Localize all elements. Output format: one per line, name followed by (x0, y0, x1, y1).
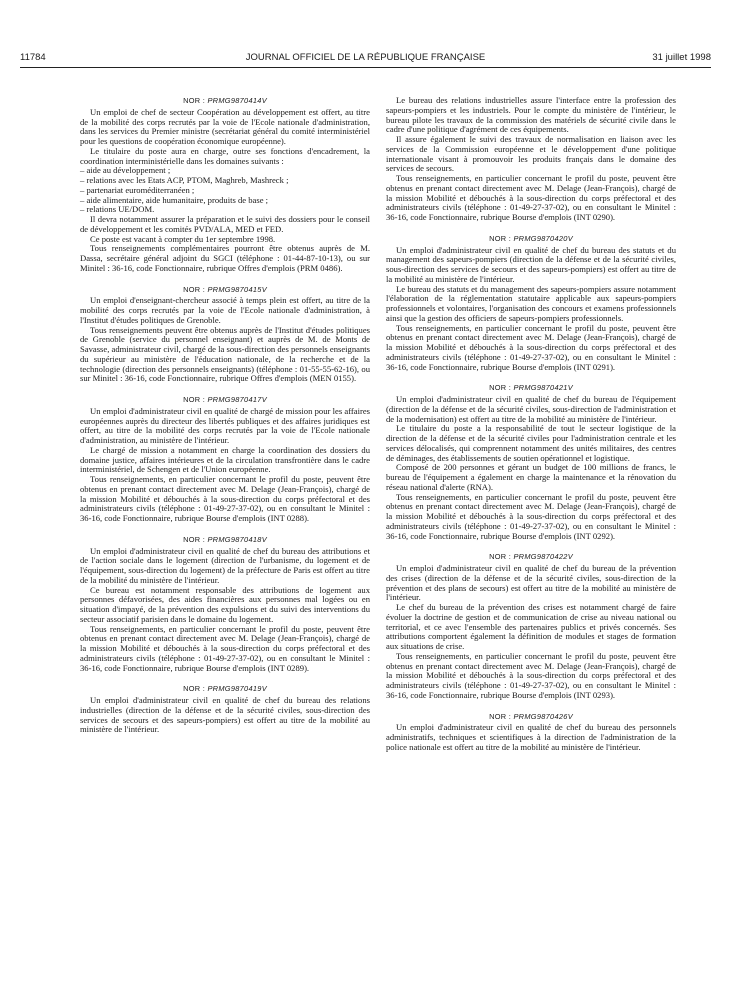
notice-continuation (386, 96, 676, 223)
notice-paragraph: Ce bureau est notamment responsable des attributions de logement aux personnes défavorisées, des aides financières aux personnes mal logées ou en situation d'impayé, de la prévention des expulsions et du suivi des interventions du secteur associatif parisien dans le domaine du logement. (80, 584, 370, 624)
notice-paragraph: Il devra notamment assurer la préparation et le suivi des dossiers pour le conseil de développement et les comités PVD/ALA, MED et FED. (80, 214, 370, 234)
list-item: – relations avec les Etats ACP, PTOM, Maghreb, Mashreck ; (80, 176, 370, 186)
nor-code: PRMG9870414V (207, 96, 267, 105)
notice-paragraph: Un emploi d'administrateur civil en qualité de chef du bureau des attributions et de l'action sociale dans le logement (direction de l'urbanisme, du logement et de l'équipement, sous-direction du logement) de la préfecture de Paris est offert au titre de la mobilité du ministère de l'intérieur. (80, 545, 370, 585)
nor-heading: NOR : PRMG9870417V (183, 395, 267, 404)
nor-code: PRMG9870417V (207, 395, 267, 404)
nor-code: PRMG9870426V (513, 711, 573, 721)
notice-paragraph: Un emploi d'administrateur civil en qualité de chef du bureau de la prévention des crises (direction de la défense et de la sécurité civiles, sous-direction de la prévention et des plans de secours) est offert au titre de la mobilité au ministère de l'intérieur. (386, 563, 676, 603)
notice-paragraph: Un emploi d'enseignant-chercheur associé à temps plein est offert, au titre de la mobilité des corps recrutés par la voie de l'Ecole nationale d'administration, à l'Institut d'études politiques de Grenoble. (80, 295, 370, 325)
notice-paragraph: Le chargé de mission a notamment en charge la coordination des dossiers du domaine justice, affaires intérieures et de la circulation transfrontière dans le cadre interministériel, de Schengen et de l'Union européenne. (80, 444, 370, 475)
notice-paragraph: Le bureau des relations industrielles assure l'interface entre la profession des sapeurs-pompiers et les industriels. Pour le compte du ministère de l'intérieur, le bureau pilote les travaux de la commission des matériels de sécurité civile dans le cadre d'une politique d'agrément de ces équipements. (386, 95, 676, 135)
list-item: – aide alimentaire, aide humanitaire, produits de base ; (80, 196, 370, 206)
notice-paragraph: Un emploi d'administrateur civil en qualité de chef du bureau des statuts et du management des sapeurs-pompiers (direction de la défense et de la sécurité civiles, sous-direction des services de secours et des sapeurs-pompiers) est offert au titre de la mobilité au ministère de l'intérieur. (386, 244, 676, 284)
notice (80, 684, 370, 735)
nor-heading: NOR : PRMG9870422V (489, 552, 573, 562)
notice (386, 552, 676, 700)
notice (80, 285, 370, 385)
notice-paragraph: Le titulaire du poste a la responsabilité de tout le secteur logistique de la direction de la défense et de la sécurité civiles pour l'administration centrale et les services délocalisés, qui comprennent notamment des unités militaires, des centres de déminages, des établissements de soutien opérationnel et logistique. (386, 423, 676, 463)
left-column (80, 96, 370, 746)
page-header (20, 52, 711, 66)
notice (80, 535, 370, 674)
notice-paragraph: Il assure également le suivi des travaux de normalisation en liaison avec les services de la Commission européenne et le développement d'une politique internationale visant à promouvoir les produits français dans le domaine des services de secours. (386, 134, 676, 174)
notice-paragraph: Un emploi d'administrateur civil en qualité de chef du bureau des personnels administratifs, techniques et scientifiques à la direction de l'administration de la police nationale est offert au titre de la mobilité au ministère de l'intérieur. (386, 722, 676, 752)
nor-code: PRMG9870422V (513, 552, 573, 562)
notice-paragraph: Tous renseignements, en particulier concernant le profil du poste, peuvent être obtenus en prenant contact directement avec M. Delage (Jean-François), chargé de la mission Mobilité et débouchés à la sous-direction du corps préfectoral et des administrateurs civils (téléphone : 01-49-27-37-02), ou en consultant le Minitel : 36-16, code Fonctionnaire, rubrique Bourse d'emplois (INT 0293). (386, 650, 676, 700)
publication-date: 31 juillet 1998 (652, 52, 711, 63)
nor-heading: NOR : PRMG9870415V (183, 284, 267, 294)
nor-heading: NOR : PRMG9870414V (183, 96, 267, 105)
notice (386, 383, 676, 541)
nor-code: PRMG9870421V (513, 383, 573, 393)
page-number: 11784 (20, 52, 46, 63)
nor-code: PRMG9870418V (207, 534, 267, 544)
nor-code: PRMG9870420V (513, 233, 573, 243)
notice-paragraph: Tous renseignements, en particulier concernant le profil du poste, peuvent être obtenus en prenant contact directement avec M. Delage (Jean-François), chargé de la mission Mobilité et débouchés à la sous-direction du corps préfectoral et des administrateurs civils (téléphone : 01-49-27-37-02), ou en consultant le Minitel : 36-16, code Fonctionnaire, rubrique Bourse d'emplois (INT 0289). (80, 623, 370, 673)
notice-paragraph: Un emploi de chef de secteur Coopération au développement est offert, au titre de la mobilité des corps recrutés par la voie de l'Ecole nationale d'administration, dans les services du Premier ministre (secrétariat général du comité interministériel pour les questions de coopération économique européenne). (80, 106, 370, 146)
nor-heading: NOR : PRMG9870418V (183, 534, 267, 544)
notice (386, 234, 676, 373)
nor-code: PRMG9870415V (207, 284, 267, 294)
notice (386, 712, 676, 753)
notice-paragraph: Tous renseignements peuvent être obtenus auprès de l'Institut d'études politiques de Grenoble (service du personnel enseignant) et auprès de M. de Monts de Savasse, administrateur civil, chargé de la sous-direction des personnels enseignants du supérieur au ministère de l'éducation nationale, de la recherche et de la technologie (direction des personnels enseignants) (téléphone : 01-55-55-62-16), ou sur Minitel : 36-16, code Fonctionnaire, rubrique Offres d'emplois (MEN 0155). (80, 324, 370, 384)
notice-paragraph: Le bureau des statuts et du management des sapeurs-pompiers assure notamment l'élaboration de la réglementation statutaire applicable aux sapeurs-pompiers professionnels et volontaires, l'organisation des concours et examens professionnels ainsi que la gestion des officiers de sapeurs-pompiers professionnels. (386, 283, 676, 323)
nor-heading: NOR : PRMG9870420V (489, 233, 573, 243)
list-item: – partenariat euroméditerranéen ; (80, 186, 370, 196)
notice-paragraph: Tous renseignements, en particulier concernant le profil du poste, peuvent être obtenus en prenant contact directement avec M. Delage (Jean-François), chargé de la mission Mobilité et débouchés à la sous-direction du corps préfectoral et des administrateurs civils (téléphone : 01-49-27-37-02), ou en consultant le Minitel : 36-16, code Fonctionnaire, rubrique Bourse d'emplois (INT 0288). (80, 474, 370, 523)
header-rule (20, 67, 711, 68)
notice-paragraph: Tous renseignements, en particulier concernant le profil du poste, peuvent être obtenus en prenant contact directement avec M. Delage (Jean-François), chargé de la mission Mobilité et débouchés à la sous-direction du corps préfectoral et des administrateurs civils (téléphone : 01-49-27-37-02), ou en consultant le Minitel : 36-16, code Fonctionnaire, rubrique Bourse d'emplois (INT 0292). (386, 491, 676, 541)
nor-heading: NOR : PRMG9870426V (489, 711, 573, 721)
notice (80, 395, 370, 524)
nor-heading: NOR : PRMG9870419V (183, 684, 267, 694)
notice-paragraph: Composé de 200 personnes et gérant un budget de 100 millions de francs, le bureau de l'équipement a également en charge la maintenance et la rénovation du réseau national d'alerte (RNA). (386, 462, 676, 492)
notice-paragraph: Tous renseignements, en particulier concernant le profil du poste, peuvent être obtenus en prenant contact directement avec M. Delage (Jean-François), chargé de la mission Mobilité et débouchés à la sous-direction du corps préfectoral et des administrateurs civils (téléphone : 01-49-27-37-02), ou en consultant le Minitel : 36-16, code Fonctionnaire, rubrique Bourse d'emplois (INT 0291). (386, 322, 676, 372)
right-column (386, 96, 676, 764)
domain-list (80, 166, 370, 215)
list-item: – aide au développement ; (80, 166, 370, 176)
nor-code: PRMG9870419V (207, 684, 267, 694)
list-item: – relations UE/DOM. (80, 205, 370, 215)
notice-paragraph: Le chef du bureau de la prévention des crises est notamment chargé de faire évoluer la doctrine de gestion et de communication de crise au niveau national ou territorial, et ce avec l'ensemble des partenaires publics et privés concernés. Ses attributions comportent également la définition de modules et stages de formation aux situations de crise. (386, 602, 676, 651)
nor-heading: NOR : PRMG9870421V (489, 383, 573, 393)
notice-paragraph: Tous renseignements complémentaires pourront être obtenus auprès de M. Dassa, secrétaire général adjoint du SGCI (téléphone : 01-44-87-10-13), ou sur Minitel : 36-16, code Fonctionnaire, rubrique Offres d'emplois (PRM 0486). (80, 243, 370, 273)
notice-paragraph: Le titulaire du poste aura en charge, outre ses fonctions d'encadrement, la coordination interministérielle dans les domaines suivants : (80, 145, 370, 166)
notice-paragraph: Ce poste est vacant à compter du 1er septembre 1998. (90, 233, 276, 244)
notice-paragraph: Un emploi d'administrateur civil en qualité de chef du bureau de l'équipement (direction de la défense et de la sécurité civiles, sous-direction de l'administration et de la modernisation) est offert au titre de la mobilité au ministère de l'intérieur. (386, 394, 676, 424)
notice (80, 96, 370, 274)
notice-paragraph: Un emploi d'administrateur civil en qualité de chargé de mission pour les affaires européennes auprès du directeur des libertés publiques et des affaires juridiques est offert, au titre de la mobilité des corps recrutés par la voie de l'Ecole nationale d'administration, au ministère de l'intérieur. (80, 405, 370, 445)
journal-title: JOURNAL OFFICIEL DE LA RÉPUBLIQUE FRANÇAISE (245, 52, 486, 63)
notice-paragraph: Tous renseignements, en particulier concernant le profil du poste, peuvent être obtenus en prenant contact directement avec M. Delage (Jean-François), chargé de la mission Mobilité et débouchés à la sous-direction du corps préfectoral et des administrateurs civils (téléphone : 01-49-27-37-02), ou en consultant le Minitel : 36-16, code Fonctionnaire, rubrique Bourse d'emplois (INT 0290). (386, 173, 676, 222)
notice-paragraph: Un emploi d'administrateur civil en qualité de chef du bureau des relations industrielles (direction de la défense et de la sécurité civiles, sous-direction des services de secours et des sapeurs-pompiers) est offert au titre de la mobilité au ministère de l'intérieur. (80, 695, 370, 735)
